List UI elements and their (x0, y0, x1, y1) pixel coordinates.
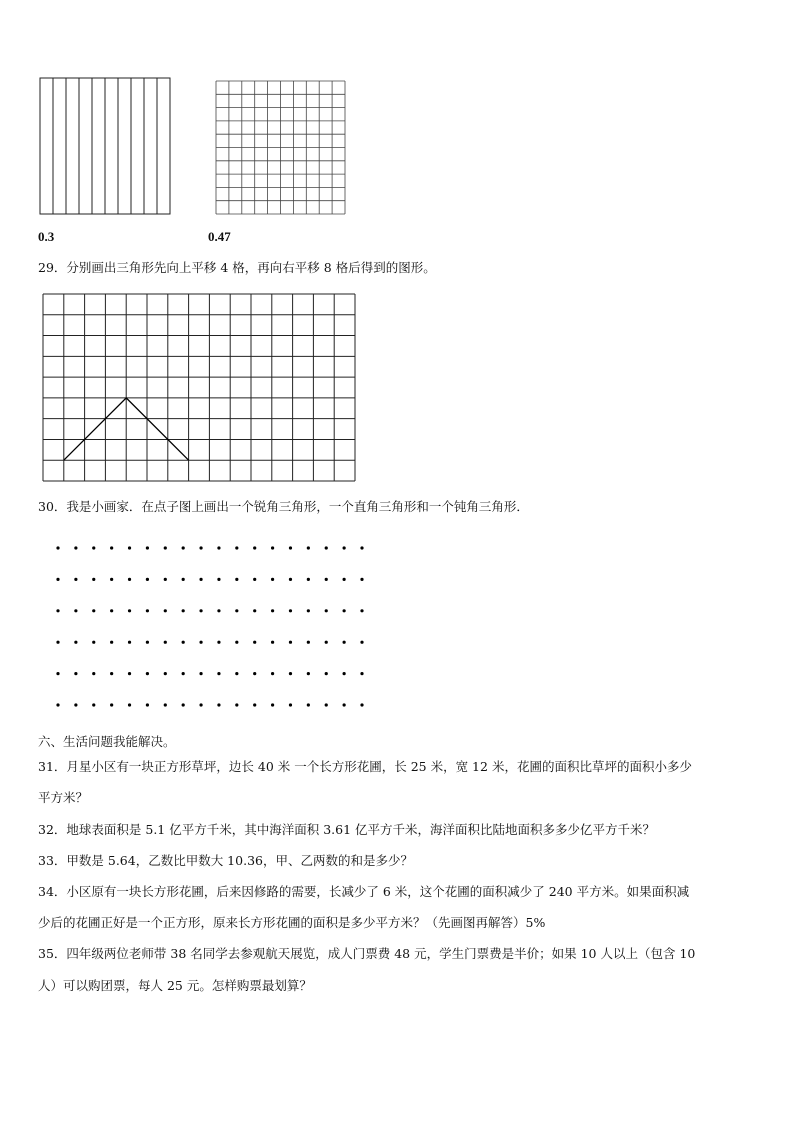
dot (217, 641, 220, 644)
dot (74, 609, 77, 612)
dot (92, 578, 95, 581)
dot (235, 672, 238, 675)
dot (56, 578, 59, 581)
dot (253, 672, 256, 675)
dot (128, 546, 131, 549)
dot (289, 641, 292, 644)
hundredths-grid (216, 81, 345, 214)
question-32: 32．地球表面积是 5.1 亿平方千米，其中海洋面积 3.61 亿平方千米，海洋面积比陆地面积多多少亿平方千米？ (38, 822, 656, 837)
dot (164, 672, 167, 675)
dot (343, 641, 346, 644)
dot (92, 609, 95, 612)
dot (164, 641, 167, 644)
dot (199, 546, 202, 549)
dot (128, 609, 131, 612)
dot (271, 641, 274, 644)
dot (235, 546, 238, 549)
dot (253, 546, 256, 549)
dot (146, 672, 149, 675)
dot (199, 672, 202, 675)
dot (164, 546, 167, 549)
dot (325, 578, 328, 581)
dot (110, 641, 113, 644)
dot (343, 703, 346, 706)
dot (307, 609, 310, 612)
dot (235, 609, 238, 612)
dot (325, 641, 328, 644)
translation-grid (43, 294, 355, 481)
dot (343, 609, 346, 612)
dot (56, 672, 59, 675)
dot (343, 578, 346, 581)
dot (146, 703, 149, 706)
question-33: 33．甲数是 5.64，乙数比甲数大 10.36，甲、乙两数的和是多少？ (38, 853, 413, 868)
dot (271, 578, 274, 581)
dot (110, 609, 113, 612)
dot (164, 609, 167, 612)
dot (74, 703, 77, 706)
dot (128, 578, 131, 581)
question-31-line1: 31．月星小区有一块正方形草坪，边长 40 米 一个长方形花圃，长 25 米，宽 12 米，花圃的面积比草坪的面积小多少 (38, 759, 692, 774)
dot (182, 546, 185, 549)
dot (217, 546, 220, 549)
dot (56, 641, 59, 644)
dot (271, 546, 274, 549)
fig1-label: 0.3 (38, 229, 55, 244)
dot (182, 609, 185, 612)
dot (74, 578, 77, 581)
dot (289, 609, 292, 612)
dot (253, 703, 256, 706)
dot (235, 703, 238, 706)
dot (146, 578, 149, 581)
question-35-line1: 35．四年级两位老师带 38 名同学去参观航天展览，成人门票费 48 元，学生门票费是半价；如果 10 人以上（包含 10 (38, 946, 696, 961)
dot-grid (56, 546, 363, 706)
dot (343, 672, 346, 675)
dot (289, 546, 292, 549)
dot (235, 641, 238, 644)
dot (343, 546, 346, 549)
dot (271, 672, 274, 675)
dot (199, 578, 202, 581)
dot (110, 672, 113, 675)
dot (110, 546, 113, 549)
dot (92, 641, 95, 644)
dot (253, 641, 256, 644)
dot (74, 641, 77, 644)
fig2-label: 0.47 (208, 229, 231, 244)
dot (307, 672, 310, 675)
dot (128, 703, 131, 706)
dot (56, 703, 59, 706)
dot (182, 641, 185, 644)
dot (92, 703, 95, 706)
dot (217, 609, 220, 612)
dot (235, 578, 238, 581)
dot (164, 703, 167, 706)
dot (271, 609, 274, 612)
dot (128, 641, 131, 644)
dot (217, 672, 220, 675)
dot (253, 578, 256, 581)
dot (74, 546, 77, 549)
dot (217, 703, 220, 706)
dot (164, 578, 167, 581)
dot (307, 546, 310, 549)
question-35-line2: 人）可以购团票，每人 25 元。怎样购票最划算？ (38, 978, 312, 993)
dot (182, 703, 185, 706)
question-30: 30．我是小画家．在点子图上画出一个锐角三角形，一个直角三角形和一个钝角三角形． (38, 499, 529, 514)
dot (307, 641, 310, 644)
question-29: 29．分别画出三角形先向上平移 4 格，再向右平移 8 格后得到的图形。 (38, 260, 436, 275)
dot (253, 609, 256, 612)
dot (289, 578, 292, 581)
dot (146, 609, 149, 612)
dot (325, 609, 328, 612)
section-six-heading: 六、生活问题我能解决。 (38, 734, 176, 749)
question-34-line2: 少后的花圃正好是一个正方形，原来长方形花圃的面积是多少平方米？（先画图再解答）5% (38, 915, 546, 930)
dot (74, 672, 77, 675)
dot (182, 672, 185, 675)
dot (110, 578, 113, 581)
dot (56, 546, 59, 549)
dot (92, 672, 95, 675)
tenths-strip-grid (40, 78, 170, 214)
dot (92, 546, 95, 549)
dot (128, 672, 131, 675)
dot (307, 578, 310, 581)
question-31-line2: 平方米？ (38, 790, 89, 805)
dot (325, 546, 328, 549)
dot (146, 641, 149, 644)
dot (360, 703, 363, 706)
dot (146, 546, 149, 549)
dot (199, 609, 202, 612)
dot (360, 578, 363, 581)
dot (182, 578, 185, 581)
dot (199, 703, 202, 706)
dot (289, 703, 292, 706)
dot (360, 672, 363, 675)
dot (360, 609, 363, 612)
dot (110, 703, 113, 706)
dot (271, 703, 274, 706)
dot (307, 703, 310, 706)
dot (360, 641, 363, 644)
dot (289, 672, 292, 675)
dot (56, 609, 59, 612)
question-34-line1: 34．小区原有一块长方形花圃，后来因修路的需要，长减少了 6 米，这个花圃的面积减少了 240 平方米。如果面积减 (38, 884, 690, 899)
dot (325, 672, 328, 675)
dot (360, 546, 363, 549)
dot (325, 703, 328, 706)
dot (199, 641, 202, 644)
dot (217, 578, 220, 581)
